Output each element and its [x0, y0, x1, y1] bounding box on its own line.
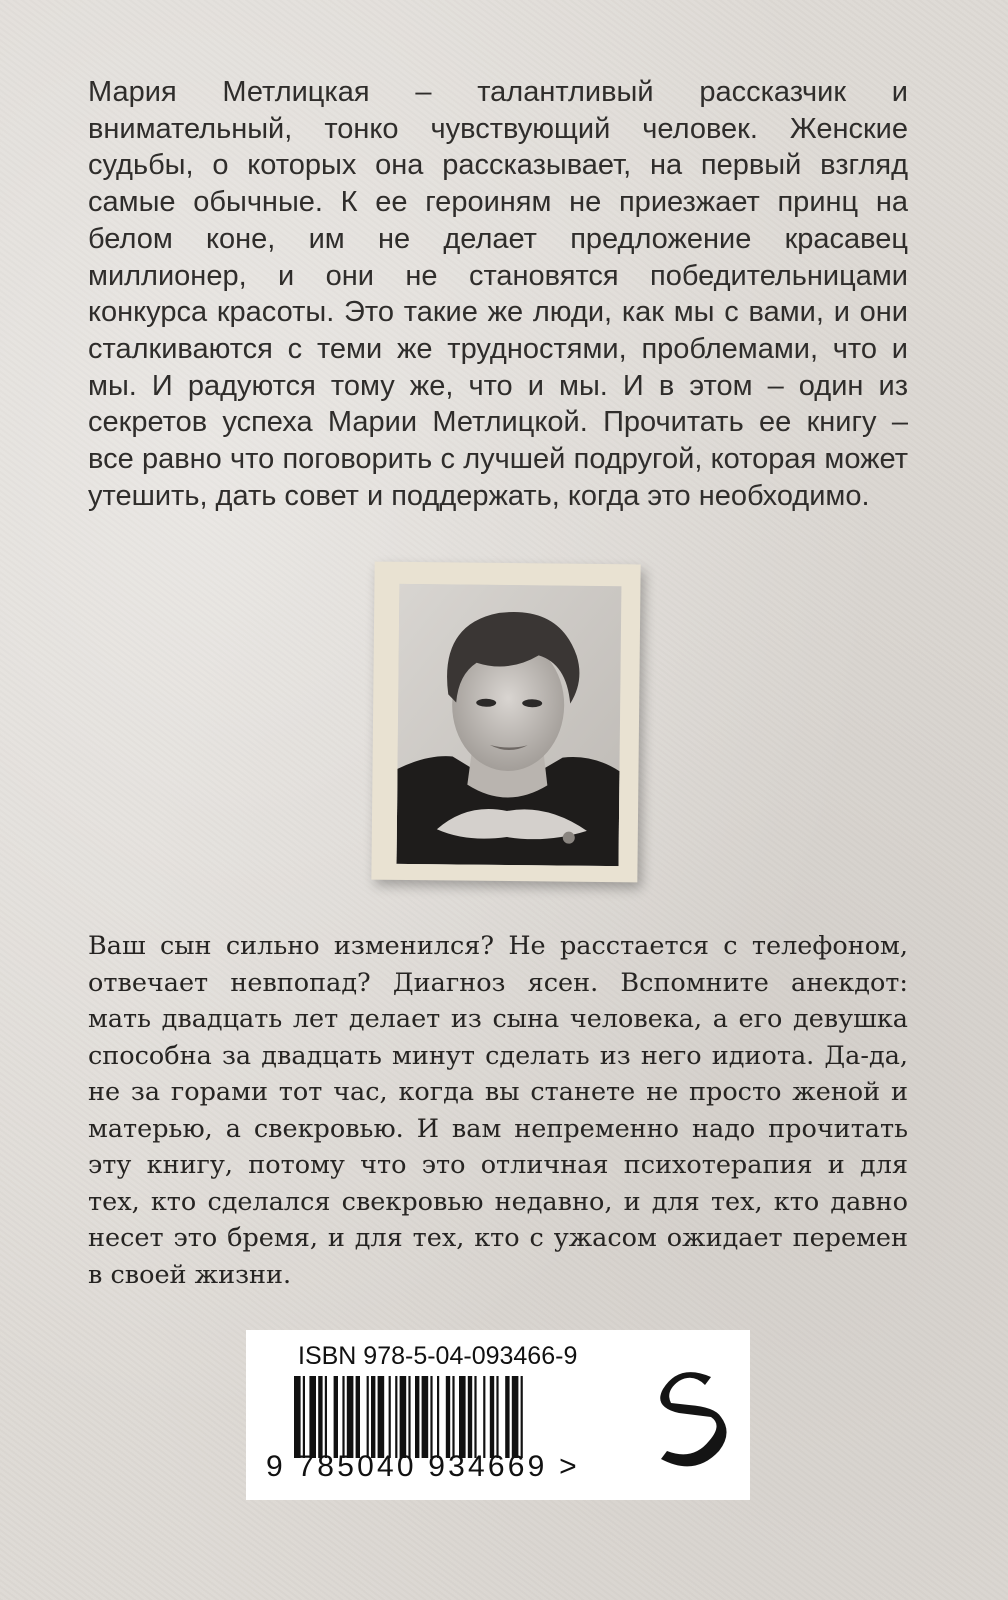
book-blurb: Ваш сын сильно изменился? Не расстается с телефоном, отвечает невпопад? Диагноз ясен. Вспомните анекдот: мать двадцать лет делает из сына человека, а его девушка способна за двадцать минут сделать из него идиота. Да-да, не за горами тот час, когда вы станете не просто женой и матерью, а свекровью. И вам непременно надо прочитать эту книгу, потому что это отличная психотерапия и для тех, кто сделался свекровью недавно, и для тех, кто давно несет это бремя, и для тех, кто с ужасом ожидает перемен в своей жизни. — [88, 931, 908, 1290]
author-photo — [397, 584, 622, 866]
barcode-panel — [246, 1330, 750, 1500]
isbn-label: ISBN 978-5-04-093466-9 — [298, 1342, 578, 1370]
author-blurb: Мария Метлицкая – талантливый рассказчик и внимательный, тонко чувствующий человек. Женские судьбы, о которых она рассказывает, на первый взгляд самые обычные. К ее героиням не приезжает принц на белом коне, им не делает предложение красавец миллионер, и они не становятся победительницами конкурса красоты. Это такие же люди, как мы с вами, и они сталкиваются с теми же трудностями, проблемами, что и мы. И радуются тому же, что и мы. И в этом – один из секретов успеха Марии Метлицкой. Прочитать ее книгу – все равно что поговорить с лучшей подругой, которая может утешить, дать совет и поддержать, когда это необходимо. — [88, 76, 908, 512]
author-photo-frame — [371, 562, 640, 883]
barcode-digits: 9 785040 934669 > — [266, 1450, 580, 1483]
barcode — [294, 1376, 604, 1458]
eksmo-e-logo-icon — [649, 1355, 729, 1475]
